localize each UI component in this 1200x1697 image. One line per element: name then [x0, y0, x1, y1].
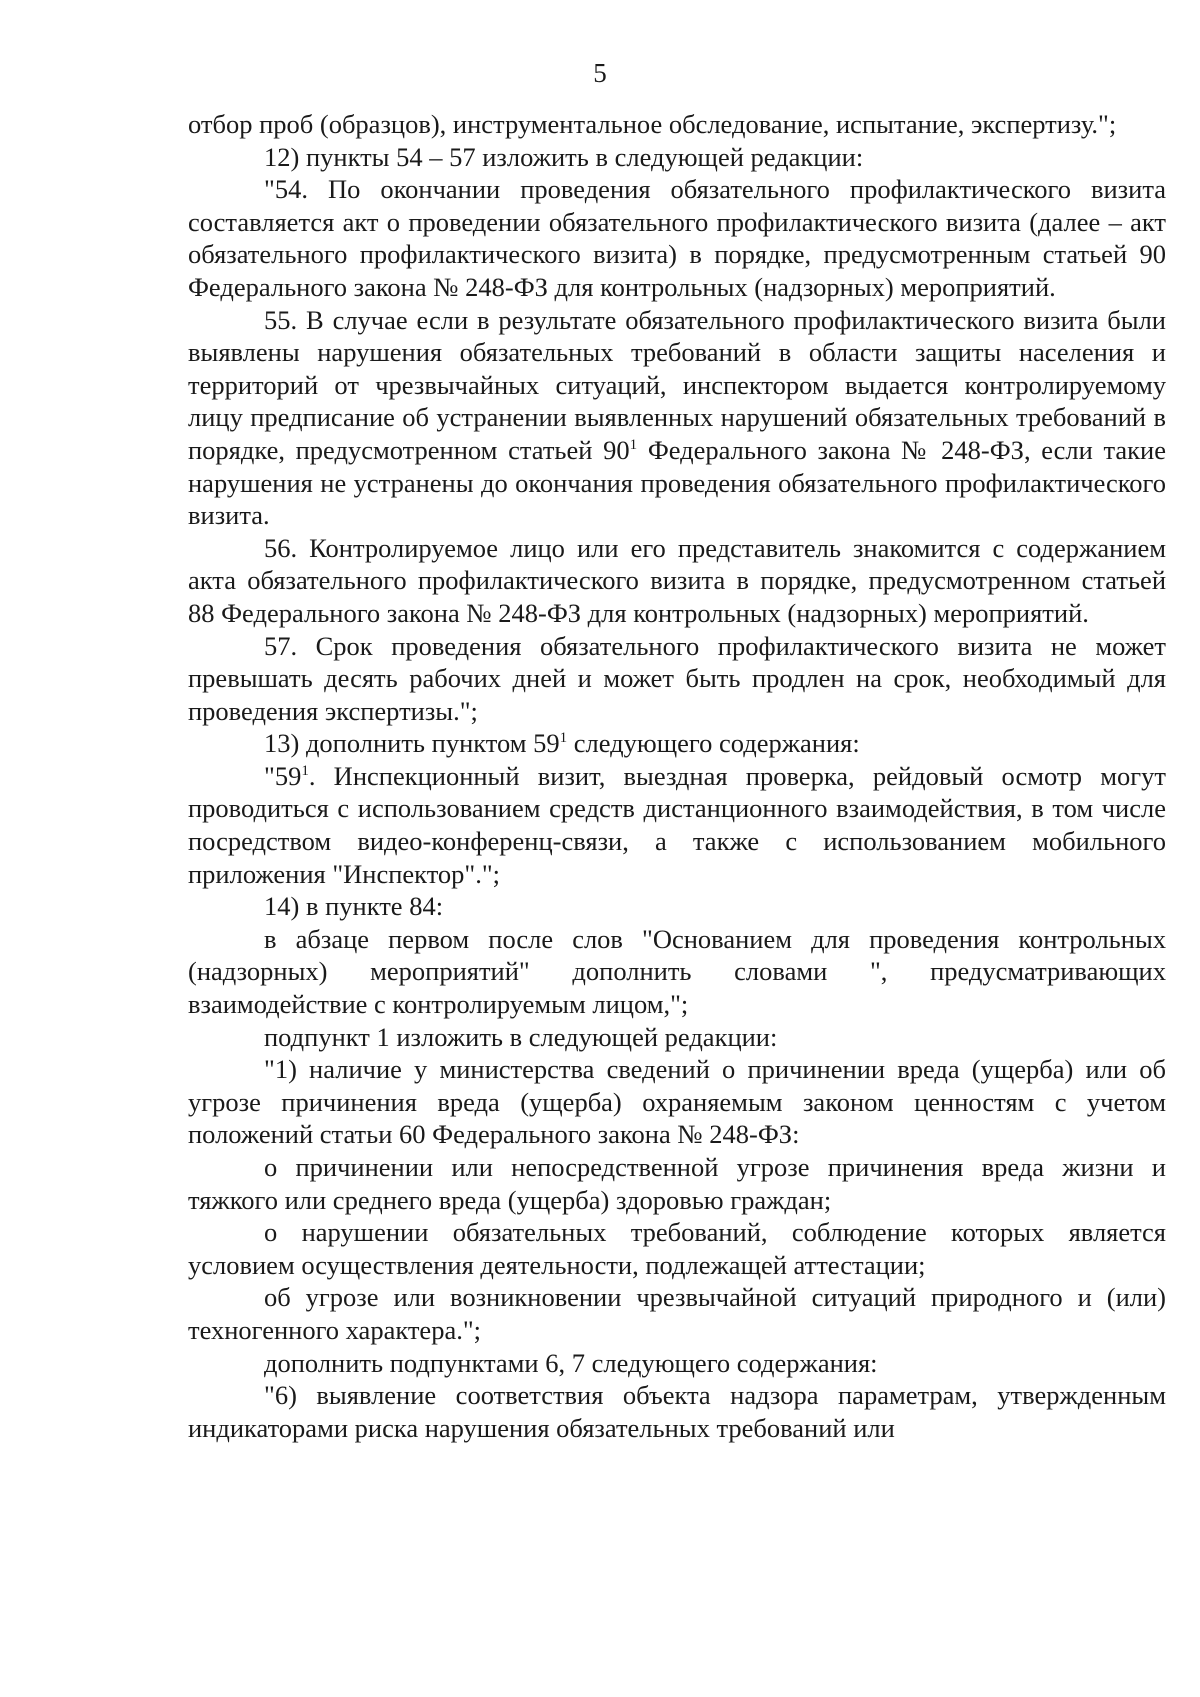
paragraph-6: [188, 727, 1166, 760]
text-segment: подпункт 1 изложить в следующей редакции:: [264, 1021, 778, 1052]
text-segment: об угрозе или возникновении чрезвычайной ситуаций природного и (или) техногенного характера.";: [188, 1282, 1166, 1345]
text-segment: "1) наличие у министерства сведений о причинении вреда (ущерба) или об угрозе причинения вреда (ущерба) охраняемым законом ценностям с учетом положений статьи 60 Федерального закона № 248-ФЗ:: [188, 1054, 1166, 1150]
paragraph-12: [188, 1151, 1166, 1216]
text-segment: 57. Срок проведения обязательного профилактического визита не может превышать десять рабочих дней и может быть продлен на срок, необходимый для проведения экспертизы.";: [188, 630, 1166, 726]
paragraph-5: [188, 630, 1166, 728]
paragraph-10: [188, 1021, 1166, 1054]
text-segment: о нарушении обязательных требований, соблюдение которых является условием осуществления деятельности, подлежащей аттестации;: [188, 1217, 1166, 1280]
text-segment: следующего содержания:: [567, 728, 860, 759]
text-segment: "6) выявление соответствия объекта надзора параметрам, утвержденным индикаторами риска нарушения обязательных требований или: [188, 1380, 1166, 1443]
superscript: 1: [629, 437, 638, 454]
document-body: [188, 108, 1166, 1444]
text-segment: . Инспекционный визит, выездная проверка, рейдовый осмотр могут проводиться с использованием средств дистанционного взаимодействия, в том числе посредством видео-конференц-связи, а также с использованием мобильного приложения "Инспектор".";: [188, 760, 1166, 889]
text-segment: Федерального закона № 248-ФЗ, если такие нарушения не устранены до окончания проведения обязательного профилактического визита.: [188, 434, 1166, 531]
text-segment: "54. По окончании проведения обязательного профилактического визита составляется акт о проведении обязательного профилактического визита (далее – акт обязательного профилактического визита) в порядке, предусмотренным статьей 90 Федерального закона № 248-ФЗ для контрольных (надзорных) мероприятий.: [188, 174, 1166, 302]
paragraph-15: [188, 1347, 1166, 1380]
paragraph-3: [188, 304, 1166, 532]
text-segment: 56. Контролируемое лицо или его представитель знакомится с содержанием акта обязательного профилактического визита в порядке, предусмотренном статьей 88 Федерального закона № 248-ФЗ для контрольных (надзорных) мероприятий.: [188, 532, 1166, 628]
text-segment: "59: [264, 760, 302, 791]
paragraph-4: [188, 532, 1166, 630]
text-segment: дополнить подпунктами 6, 7 следующего содержания:: [264, 1347, 878, 1378]
paragraph-9: [188, 923, 1166, 1021]
paragraph-7: [188, 760, 1166, 890]
page-number: 5: [593, 58, 607, 88]
text-segment: в абзаце первом после слов "Основанием для проведения контрольных (надзорных) мероприятий" дополнить словами ", предусматривающих взаимодействие с контролируемым лицом,";: [188, 923, 1166, 1020]
superscript: 1: [301, 763, 309, 780]
paragraph-13: [188, 1216, 1166, 1281]
paragraph-1: [188, 141, 1166, 174]
paragraph-8: [188, 890, 1166, 923]
text-segment: 14) в пункте 84:: [264, 891, 444, 922]
text-segment: отбор проб (образцов), инструментальное обследование, испытание, экспертизу.";: [188, 109, 1117, 139]
paragraph-0: [188, 108, 1166, 141]
text-segment: 12) пункты 54 – 57 изложить в следующей редакции:: [264, 141, 864, 172]
text-segment: о причинении или непосредственной угрозе причинения вреда жизни и тяжкого или среднего вреда (ущерба) здоровью граждан;: [188, 1152, 1166, 1215]
paragraph-2: [188, 173, 1166, 303]
text-segment: 55. В случае если в результате обязательного профилактического визита были выявлены нарушения обязательных требований в области защиты населения и территорий от чрезвычайных ситуаций, инспектором выдается контролируемому лицу предписание об устранении выявленных нарушений обязательных требований в порядке, предусмотренном статьей 90: [188, 304, 1166, 465]
paragraph-11: [188, 1053, 1166, 1151]
paragraph-14: [188, 1281, 1166, 1346]
superscript: 1: [559, 730, 568, 747]
text-segment: 13) дополнить пунктом 59: [264, 728, 560, 759]
paragraph-16: [188, 1379, 1166, 1444]
